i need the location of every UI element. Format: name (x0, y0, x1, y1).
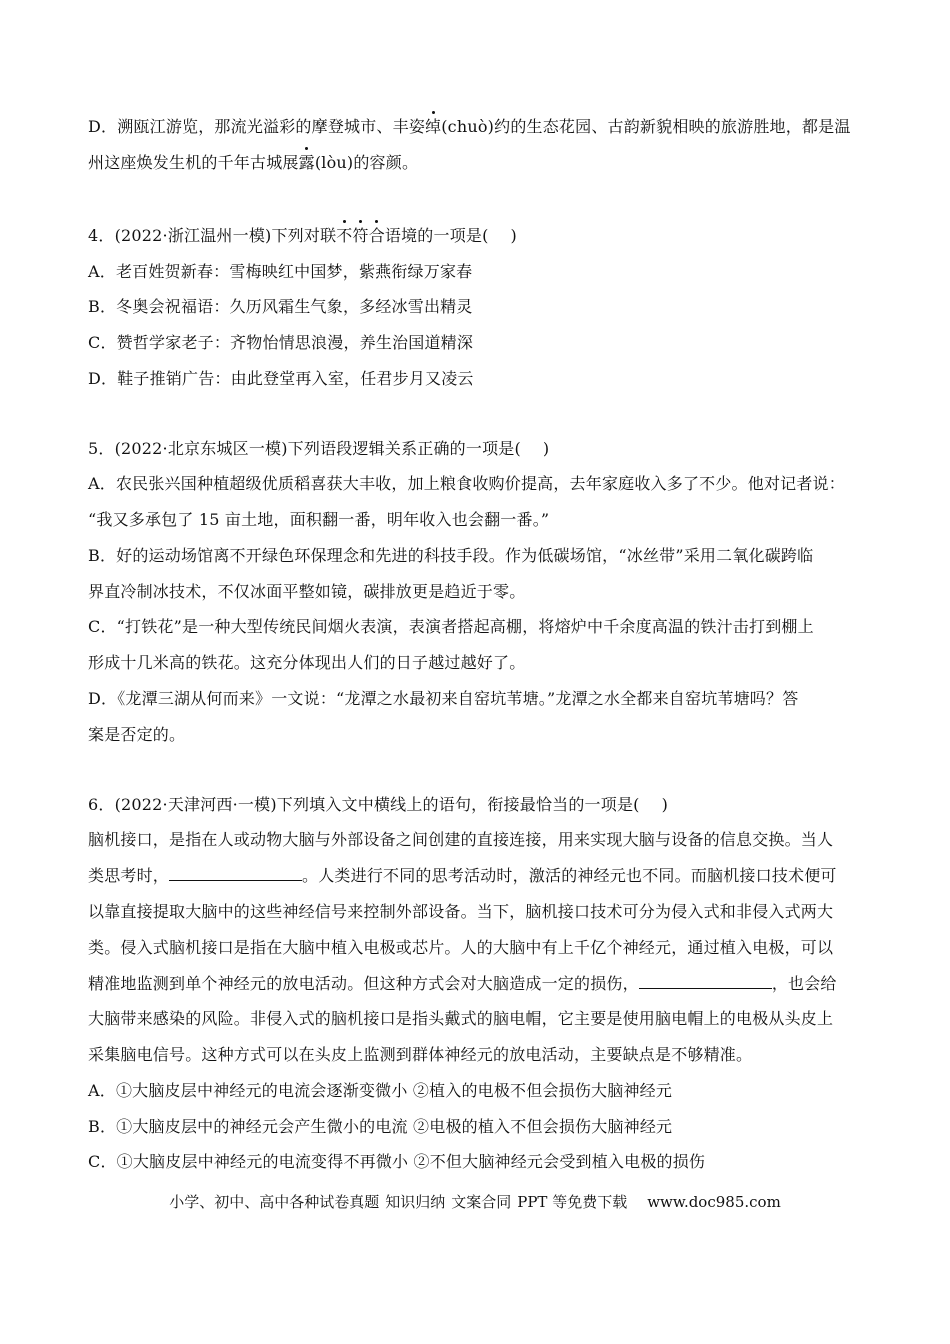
footer-text: PPT 等免费下载 (517, 1193, 628, 1211)
q6-passage-line: 采集脑电信号。这种方式可以在头皮上监测到群体神经元的放电活动，主要缺点是不够精准。 (88, 1045, 753, 1064)
footer-text: 小学、初中、高中各种试卷真题 (169, 1193, 380, 1211)
text: 州这座焕发生机的千年古城展 (88, 153, 299, 172)
q5-line: A．农民张兴国种植超级优质稻喜获大丰收，加上粮食收购价提高，去年家庭收入多了不少。他对记者说： (88, 474, 845, 493)
text: ) (542, 439, 550, 458)
q3-option-d-line1 (88, 117, 851, 137)
text: (chuò)约的生态花园、古韵新貌相映的旅游胜地，都是温 (441, 117, 851, 136)
emphasis-char: 合 (368, 226, 385, 245)
q4-option-b: B．冬奥会祝福语：久历风霜生气象，多经冰雪出精灵 (88, 297, 473, 316)
q4-option-d: D．鞋子推销广告：由此登堂再入室，任君步月又凌云 (88, 369, 474, 388)
q4-option-c: C．赞哲学家老子：齐物怡情思浪漫，养生治国道精深 (88, 333, 474, 352)
q5-stem (88, 439, 549, 459)
q5-line: D．《龙潭三湖从何而来》一文说：“龙潭之水最初来自窑坑苇塘。”龙潭之水全都来自窑坑苇塘吗？答 (88, 689, 799, 708)
text: ，也会给 (771, 974, 837, 993)
fill-in-blank-2 (639, 974, 772, 989)
q5-line: B．好的运动场馆离不开绿色环保理念和先进的科技手段。作为低碳场馆，“冰丝带”采用二氧化碳跨临 (88, 546, 814, 565)
emphasis-char: 绰 (425, 117, 442, 136)
text: (lòu)的容颜。 (314, 153, 419, 172)
text: 类思考时， (88, 866, 170, 885)
q6-passage-line: 脑机接口，是指在人或动物大脑与外部设备之间创建的直接连接，用来实现大脑与设备的信息交换。当人 (88, 830, 834, 849)
text: 精准地监测到单个神经元的放电活动。但这种方式会对大脑造成一定的损伤， (88, 974, 639, 993)
text: 语境的一项是( (384, 226, 489, 245)
q6-passage-line: 大脑带来感染的风险。非侵入式的脑机接口是指头戴式的脑电帽，它主要是使用脑电帽上的电极从头皮上 (88, 1009, 834, 1028)
text: D．溯瓯江游览，那流光溢彩的摩登城市、丰姿 (88, 117, 426, 136)
q4-stem (88, 226, 517, 246)
q6-passage-line (88, 866, 837, 886)
q5-line: 形成十几米高的铁花。这充分体现出人们的日子越过越好了。 (88, 653, 526, 672)
page-footer (0, 1192, 950, 1212)
text: ) (510, 226, 517, 245)
footer-text: 知识归纳 (385, 1193, 446, 1211)
q6-passage-line: 以靠直接提取大脑中的这些神经信号来控制外部设备。当下，脑机接口技术可分为侵入式和非侵入式两大 (88, 902, 834, 921)
text: 5．(2022·北京东城区一模)下列语段逻辑关系正确的一项是( (88, 439, 521, 458)
text: 4．(2022·浙江温州一模)下列对联 (88, 226, 337, 245)
q5-line: 案是否定的。 (88, 725, 186, 744)
q5-line: 界直冷制冰技术，不仅冰面平整如镜，碳排放更是趋近于零。 (88, 582, 526, 601)
text: 6．(2022·天津河西·一模)下列填入文中横线上的语句，衔接最恰当的一项是( (88, 795, 640, 814)
text: ) (661, 795, 669, 814)
q6-passage-line (88, 974, 837, 994)
emphasis-char: 露 (298, 153, 315, 172)
q6-stem (88, 795, 668, 815)
q5-line: “我又多承包了 15 亩土地，面积翻一番，明年收入也会翻一番。” (88, 510, 550, 529)
emphasis-char: 符 (352, 226, 369, 245)
fill-in-blank-1 (169, 866, 302, 881)
q6-option-a: A．①大脑皮层中神经元的电流会逐渐变微小 ②植入的电极不但会损伤大脑神经元 (88, 1081, 673, 1100)
q6-passage-line: 类。侵入式脑机接口是指在大脑中植入电极或芯片。人的大脑中有上千亿个神经元，通过植入电极，可以 (88, 938, 834, 957)
q4-option-a: A．老百姓贺新春：雪梅映红中国梦，紫燕衔绿万家春 (88, 262, 473, 281)
q3-option-d-line2 (88, 153, 418, 173)
footer-url-link[interactable]: www.doc985.com (647, 1193, 781, 1211)
q5-line: C．“打铁花”是一种大型传统民间烟火表演，表演者搭起高棚，将熔炉中千余度高温的铁汁击打到棚上 (88, 617, 814, 636)
text: 。人类进行不同的思考活动时，激活的神经元也不同。而脑机接口技术便可 (302, 866, 837, 885)
q6-option-b: B．①大脑皮层中的神经元会产生微小的电流 ②电极的植入不但会损伤大脑神经元 (88, 1117, 673, 1136)
emphasis-char: 不 (336, 226, 353, 245)
footer-text: 文案合同 (451, 1193, 512, 1211)
q6-option-c: C．①大脑皮层中神经元的电流变得不再微小 ②不但大脑神经元会受到植入电极的损伤 (88, 1152, 706, 1171)
